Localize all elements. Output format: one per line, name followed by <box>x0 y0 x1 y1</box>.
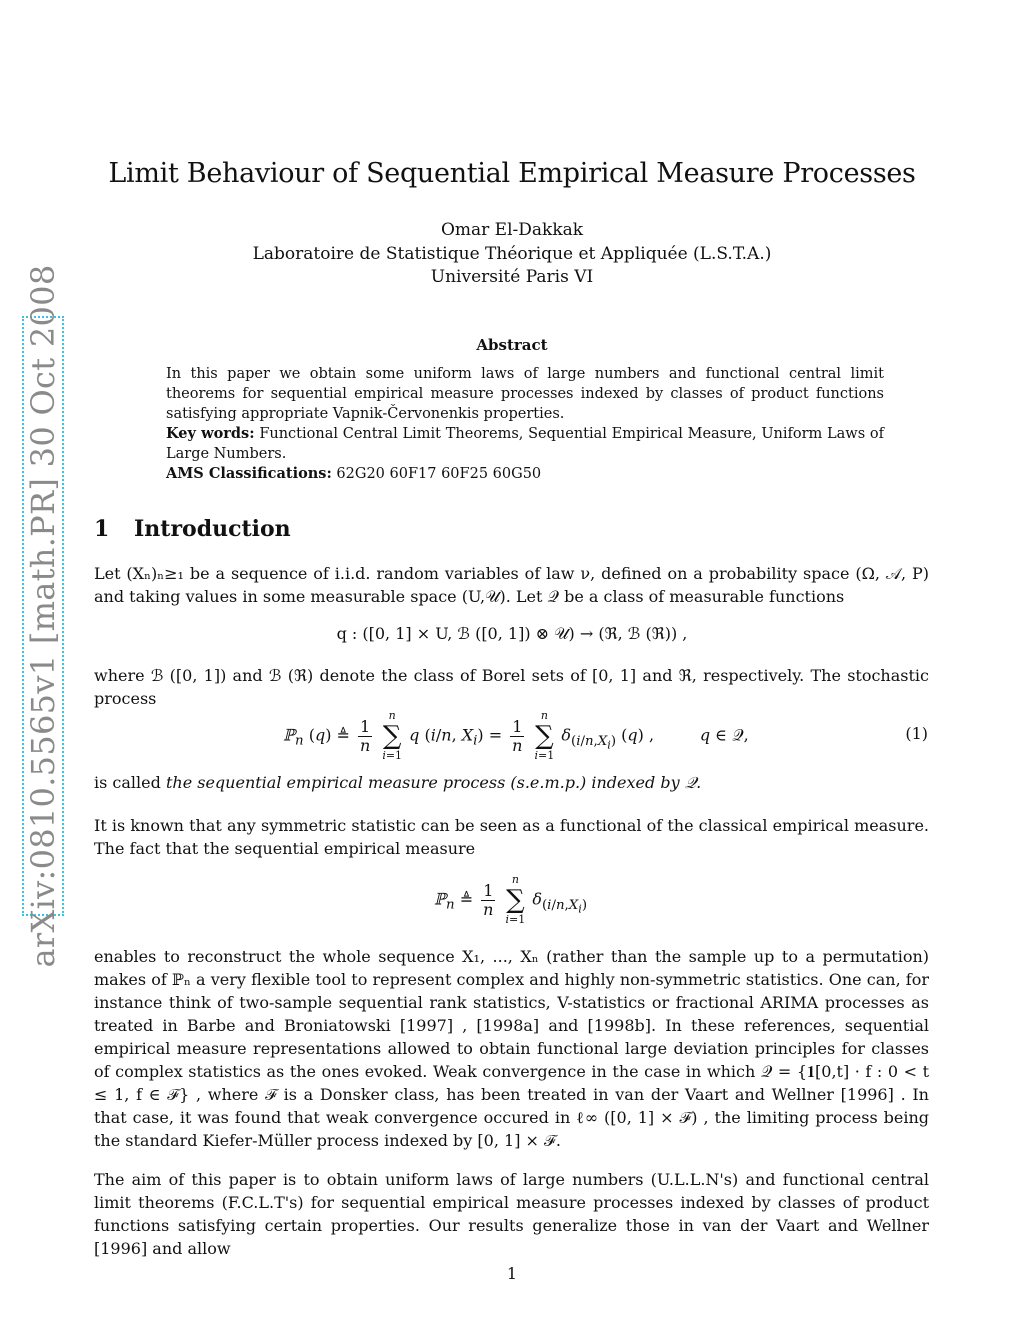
equation-1-content: ℙ$_n$ (q) ≜ $\frac{1}{n}$ n ∑ i=1 q (i/n, $X_i$) = $\frac{1}{n}$ n ∑ i=1 $\delta_{(i/n,X_i)}$ (q) , q ∈ 𝒬, <box>283 709 749 762</box>
paragraph-2: where ℬ ([0, 1]) and ℬ (ℜ) denote the class of Borel sets of [0, 1] and ℜ, respectively. The stochastic process <box>94 666 929 708</box>
paragraph-1: Let (Xₙ)ₙ≥₁ be a sequence of i.i.d. random variables of law ν, defined on a probability space (Ω, 𝒜, P) and taking values in some measurable space (U,𝒰). Let 𝒬 be a class of measurable functions <box>94 564 929 606</box>
paragraph-5: enables to reconstruct the whole sequence X₁, ..., Xₙ (rather than the sample up to a permutation) makes of ℙₙ a very flexible tool to represent complex and highly non-symmetric statistics. One can, for instance think of two-sample sequential rank statistics, V-statistics or fractional ARIMA processes as treated in Barbe and Broniatowski [1997] , [1998a] and [1998b]. In these references, sequential empirical measure representations allowed to obtain functional large deviation principles for classes of complex statistics as the ones evoked. Weak convergence in the case in which 𝒬 = {𝟏[0,t] · f : 0 < t ≤ 1, f ∈ ℱ} , where ℱ is a Donsker class, has been treated in van der Vaart and Wellner [1996] . In that case, it was found that weak convergence occured in ℓ∞ ([0, 1] × ℱ) , the limiting process being the standard Kiefer-Müller process indexed by [0, 1] × ℱ. <box>94 947 929 1150</box>
abstract-text: In this paper we obtain some uniform laws of large numbers and functional central limit theorems for sequential empirical measure processes indexed by classes of product functions satisfying appropriate Vapnik-Červonenkis properties. <box>166 366 884 422</box>
equation-2 <box>0 872 1024 932</box>
paragraph-3-italic: the sequential empirical measure process (s.e.m.p.) indexed by 𝒬. <box>165 773 702 792</box>
ams-line <box>140 464 884 484</box>
abstract-body <box>140 364 884 484</box>
arxiv-stamp: arXiv:0810.5565v1 [math.PR] 30 Oct 2008 <box>24 264 62 968</box>
page-number: 1 <box>506 1264 518 1283</box>
keywords: Functional Central Limit Theorems, Sequential Empirical Measure, Uniform Laws of Large Numbers. <box>166 426 884 462</box>
paragraph-6: The aim of this paper is to obtain uniform laws of large numbers (U.L.L.N's) and functional central limit theorems (F.C.L.T's) for sequential empirical measure processes indexed by classes of product functions satisfying certain properties. Our results generalize those in van der Vaart and Wellner [1996] and allow <box>94 1170 929 1258</box>
affiliation: Laboratoire de Statistique Théorique et Appliquée (L.S.T.A.) <box>252 244 772 264</box>
keywords-label: Key words: <box>166 425 255 442</box>
ams-codes: 62G20 60F17 60F25 60G50 <box>336 466 542 482</box>
paragraph-3 <box>94 771 929 794</box>
paragraph-4: It is known that any symmetric statistic can be seen as a functional of the classical empirical measure. The fact that the sequential empirical measure <box>94 816 929 858</box>
section-title: Introduction <box>134 516 291 542</box>
ams-label: AMS Classifications: <box>166 465 332 482</box>
section-number: 1 <box>94 516 110 542</box>
equation-q: q : ([0, 1] × U, ℬ ([0, 1]) ⊗ 𝒰) → (ℜ, ℬ (ℜ)) , <box>336 624 688 643</box>
paper-title: Limit Behaviour of Sequential Empirical Measure Processes <box>108 158 916 189</box>
paragraph-3-prefix: is called <box>94 773 161 792</box>
author-name: Omar El-Dakkak <box>440 220 584 240</box>
equation-2-content: ℙ$_n$ ≜ $\frac{1}{n}$ n ∑ i=1 $\delta_{(i/n,X_i)}$ <box>434 873 588 926</box>
abstract-heading: Abstract <box>476 336 548 354</box>
university: Université Paris VI <box>430 267 594 287</box>
keywords-line <box>140 424 884 464</box>
equation-1 <box>0 708 1024 768</box>
section-heading <box>94 516 291 542</box>
equation-1-label: (1) <box>905 724 928 743</box>
